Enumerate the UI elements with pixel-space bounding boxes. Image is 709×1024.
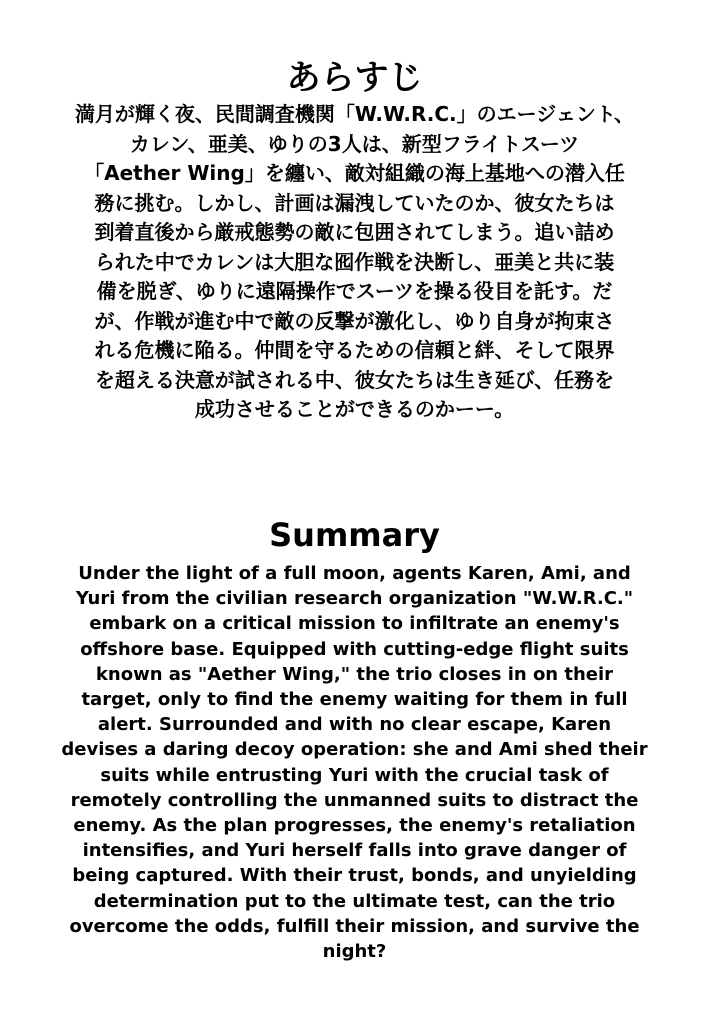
english-line: suits while entrusting Yuri with the crucial task of: [100, 764, 609, 786]
english-line: devises a daring decoy operation: she and Ami shed their: [61, 739, 648, 761]
japanese-line: が、作戦が進む中で敵の反撃が激化し、ゆり自身が拘束さ: [94, 308, 615, 333]
english-line: Under the light of a full moon, agents Karen, Ami, and: [78, 563, 631, 584]
japanese-synopsis-body: [30, 100, 679, 425]
english-line: target, only to find the enemy waiting for them in full: [81, 689, 628, 711]
english-line: remotely controlling the unmanned suits to distract the: [70, 789, 639, 811]
english-line: enemy. As the plan progresses, the enemy's retaliation: [73, 815, 636, 837]
japanese-line: 「Aether Wing」を纏い、敵対組織の海上基地への潜入任: [84, 161, 625, 185]
english-line: overcome the odds, fulfill their mission, and survive the: [69, 915, 640, 937]
english-line: intensifies, and Yuri herself falls into grave danger of: [82, 840, 627, 862]
japanese-line: を超える決意が試される中、彼女たちは生き延び、任務を: [94, 367, 615, 392]
japanese-line: 備を脱ぎ、ゆりに遠隔操作でスーツを操る役目を託す。だ: [96, 279, 613, 303]
japanese-line: られた中でカレンは大胆な囮作戦を決断し、亜美と共に装: [94, 249, 615, 274]
english-title: Summary: [269, 516, 440, 554]
japanese-line: 務に挑む。しかし、計画は漏洩していたのか、彼女たちは: [94, 190, 615, 215]
japanese-line: 満月が輝く夜、民間調査機関「W.W.R.C.」のエージェント、: [74, 102, 635, 126]
japanese-synopsis-section: [30, 58, 679, 425]
english-summary-body: [40, 561, 669, 964]
english-line: being captured. With their trust, bonds, and unyielding: [72, 865, 637, 887]
english-line: determination put to the ultimate test, can the trio: [93, 890, 616, 912]
english-line: known as "Aether Wing," the trio closes in on their: [95, 663, 614, 685]
japanese-line: 成功させることができるのかーー。: [194, 397, 515, 421]
english-line: embark on a critical mission to infiltrate an enemy's: [89, 613, 620, 635]
english-line: alert. Surrounded and with no clear escape, Karen: [97, 714, 612, 736]
japanese-line: 到着直後から厳戒態勢の敵に包囲されてしまう。追い詰め: [94, 220, 615, 244]
japanese-title: あらすじ: [286, 58, 423, 98]
japanese-line: カレン、亜美、ゆりの3人は、新型フライトスーツ: [129, 131, 580, 156]
english-line: Yuri from the civilian research organization "W.W.R.C.": [75, 588, 634, 610]
english-line: night?: [322, 941, 387, 963]
japanese-line: れる危機に陥る。仲間を守るための信頼と絆、そして限界: [94, 338, 615, 362]
english-summary-section: [40, 515, 669, 964]
english-line: offshore base. Equipped with cutting-edge flight suits: [80, 638, 629, 660]
